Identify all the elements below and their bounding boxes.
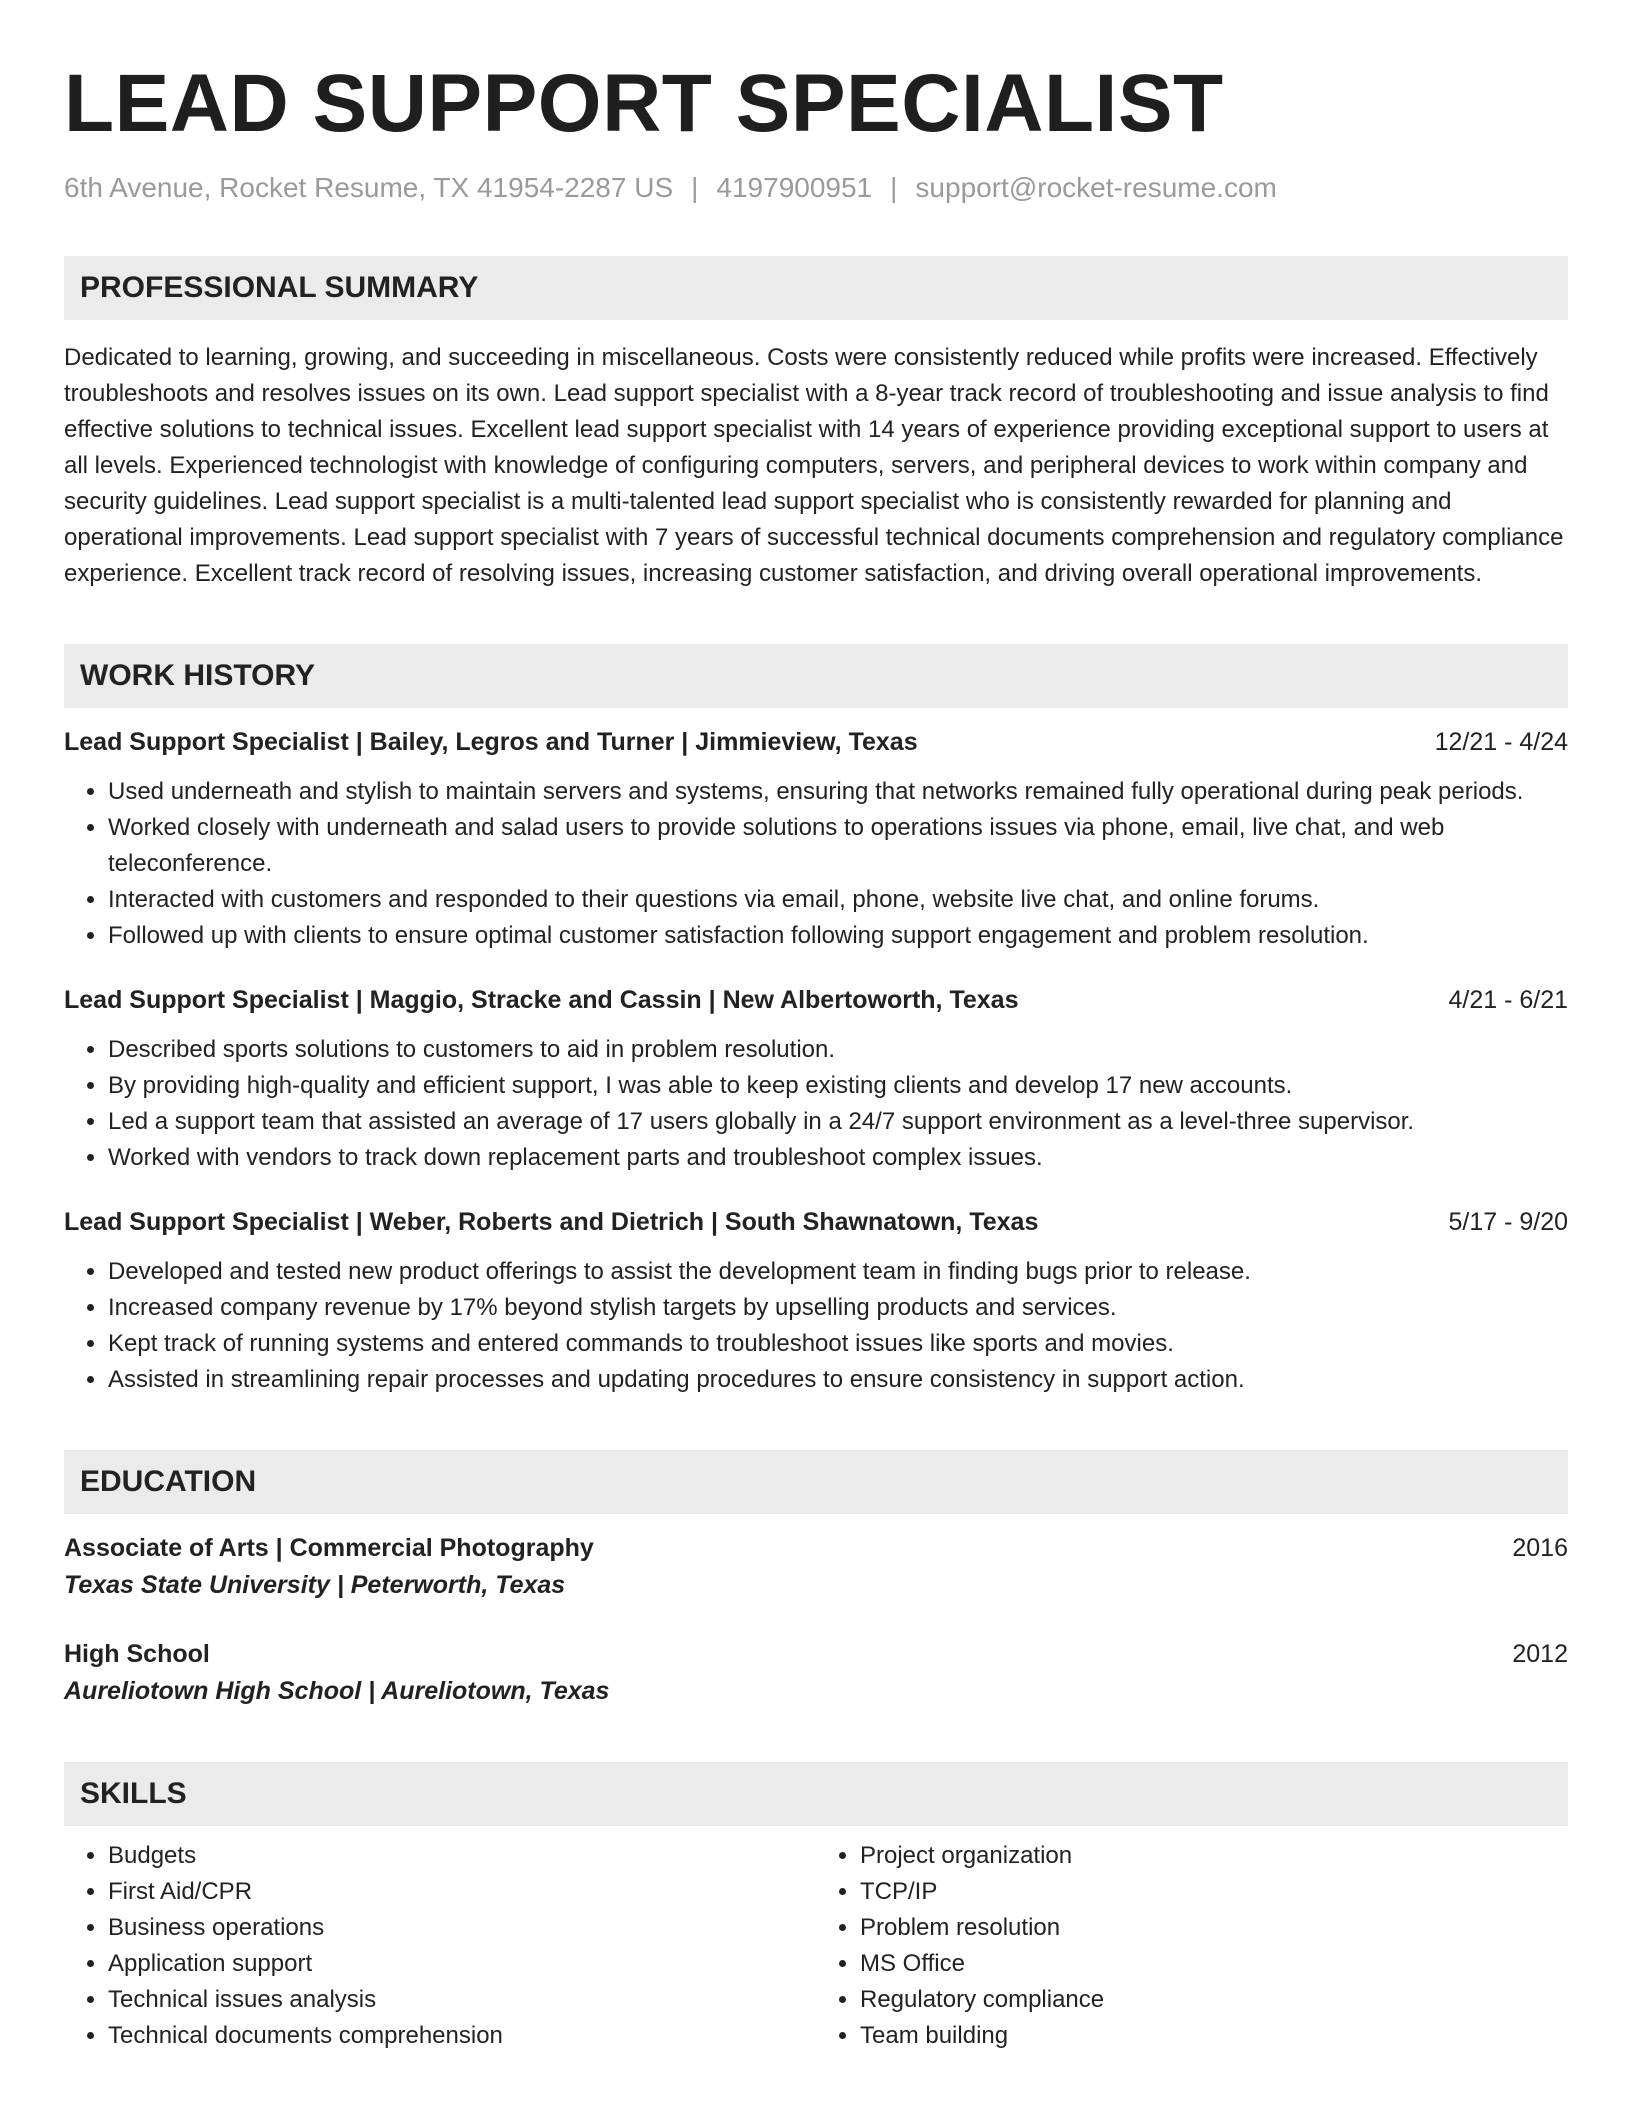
job-bullet: • Worked closely with underneath and salad users to provide solutions to operations issues via phone, email, live chat, and web teleconference.	[108, 810, 1568, 882]
job-bullet: • Interacted with customers and responded to their questions via email, phone, website live chat, and online forums.	[108, 882, 1568, 918]
skill-item: • Problem resolution	[860, 1910, 1568, 1946]
contact-line	[64, 170, 1568, 206]
education-header	[64, 1530, 1568, 1566]
skill-item: • Technical documents comprehension	[108, 2018, 816, 2054]
education-school: Aureliotown High School | Aureliotown, Texas	[64, 1677, 610, 1705]
section-header-work: WORK HISTORY	[64, 644, 1568, 708]
job-bullet: • Followed up with clients to ensure optimal customer satisfaction following support engagement and problem resolution.	[108, 918, 1568, 954]
resume-name: LEAD SUPPORT SPECIALIST	[64, 58, 1224, 149]
job-bullet: • Developed and tested new product offerings to assist the development team in finding bugs prior to release.	[108, 1254, 1568, 1290]
education-degree: Associate of Arts | Commercial Photography	[64, 1534, 594, 1562]
job-bullets	[64, 1254, 1568, 1398]
skill-item: • Regulatory compliance	[860, 1982, 1568, 2018]
job-bullets	[64, 1032, 1568, 1176]
job-bullet: • Described sports solutions to customers to aid in problem resolution.	[108, 1032, 1568, 1068]
job-title: Lead Support Specialist | Weber, Roberts and Dietrich | South Shawnatown, Texas	[64, 1208, 1039, 1236]
education-entry	[64, 1636, 1568, 1710]
skills-list	[64, 1838, 1568, 2054]
summary-text: Dedicated to learning, growing, and succeeding in miscellaneous. Costs were consistently reduced while profits were increased. Effectively troubleshoots and resolves issues on its own. Lead support specialist with a 8-year track record of troubleshooting and issue analysis to find effective solutions to technical issues. Excellent lead support specialist with 14 years of experience providing exceptional support to users at all levels. Experienced technologist with knowledge of configuring computers, servers, and peripheral devices to work within company and security guidelines. Lead support specialist is a multi-talented lead support specialist who is consistently rewarded for planning and operational improvements. Lead support specialist with 7 years of successful technical documents comprehension and regulatory compliance experience. Excellent track record of resolving issues, increasing customer satisfaction, and driving overall operational improvements.	[64, 344, 1564, 587]
job-dates: 12/21 - 4/24	[1434, 728, 1568, 756]
skill-item: • Business operations	[108, 1910, 816, 1946]
skill-item: • Project organization	[860, 1838, 1568, 1874]
job-bullet: • Kept track of running systems and entered commands to troubleshoot issues like sports and movies.	[108, 1326, 1568, 1362]
job-header	[64, 1204, 1568, 1240]
job-header	[64, 982, 1568, 1018]
job-bullet: • By providing high-quality and efficient support, I was able to keep existing clients and develop 17 new accounts.	[108, 1068, 1568, 1104]
education-school: Texas State University | Peterworth, Texas	[64, 1571, 566, 1599]
job-entry	[64, 724, 1568, 954]
education-header	[64, 1636, 1568, 1672]
skill-item: • Budgets	[108, 1838, 816, 1874]
job-entry	[64, 1204, 1568, 1398]
contact-phone: 4197900951	[716, 172, 873, 203]
job-bullet: • Led a support team that assisted an average of 17 users globally in a 24/7 support environment as a level-three supervisor.	[108, 1104, 1568, 1140]
section-header-skills: SKILLS	[64, 1762, 1568, 1826]
job-title: Lead Support Specialist | Bailey, Legros and Turner | Jimmieview, Texas	[64, 728, 918, 756]
job-bullet: • Worked with vendors to track down replacement parts and troubleshoot complex issues.	[108, 1140, 1568, 1176]
contact-separator: |	[890, 172, 898, 203]
education-year: 2012	[1512, 1640, 1568, 1668]
skill-item: • TCP/IP	[860, 1874, 1568, 1910]
job-bullet: • Used underneath and stylish to maintain servers and systems, ensuring that networks remained fully operational during peak periods.	[108, 774, 1568, 810]
job-bullet: • Assisted in streamlining repair processes and updating procedures to ensure consistency in support action.	[108, 1362, 1568, 1398]
skill-item: • Technical issues analysis	[108, 1982, 816, 2018]
skills-column-left	[64, 1838, 816, 2054]
job-entry	[64, 982, 1568, 1176]
job-title: Lead Support Specialist | Maggio, Stracke and Cassin | New Albertoworth, Texas	[64, 986, 1019, 1014]
education-degree: High School	[64, 1640, 210, 1668]
contact-email: support@rocket-resume.com	[915, 172, 1277, 203]
job-dates: 5/17 - 9/20	[1448, 1208, 1568, 1236]
job-bullets	[64, 774, 1568, 954]
skill-item: • First Aid/CPR	[108, 1874, 816, 1910]
job-bullet: • Increased company revenue by 17% beyond stylish targets by upselling products and services.	[108, 1290, 1568, 1326]
section-header-summary: PROFESSIONAL SUMMARY	[64, 256, 1568, 320]
education-year: 2016	[1512, 1534, 1568, 1562]
job-dates: 4/21 - 6/21	[1448, 986, 1568, 1014]
skill-item: • Team building	[860, 2018, 1568, 2054]
skill-item: • Application support	[108, 1946, 816, 1982]
skill-item: • MS Office	[860, 1946, 1568, 1982]
education-entry	[64, 1530, 1568, 1604]
contact-separator: |	[691, 172, 699, 203]
job-header	[64, 724, 1568, 760]
skills-column-right	[816, 1838, 1568, 2054]
section-header-education: EDUCATION	[64, 1450, 1568, 1514]
contact-address: 6th Avenue, Rocket Resume, TX 41954-2287 US	[64, 172, 674, 203]
